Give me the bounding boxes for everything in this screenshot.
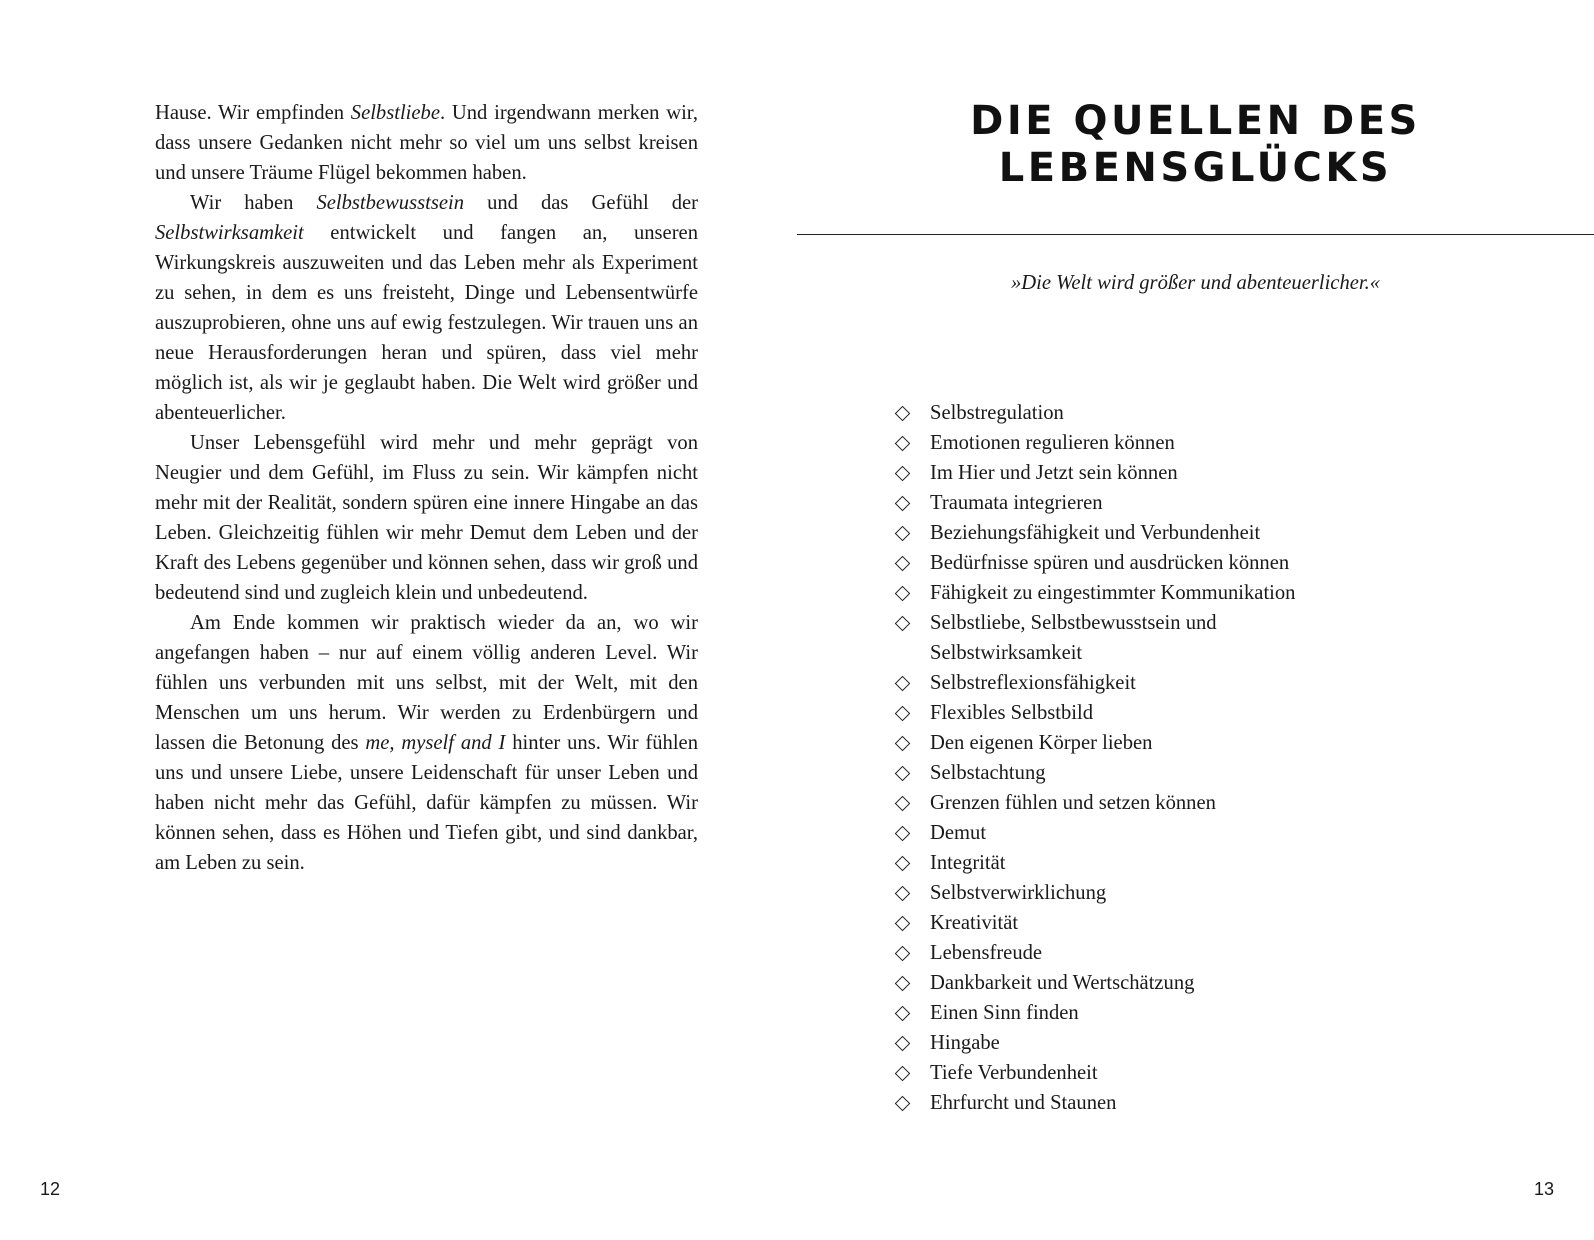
- list-item-label: Tiefe Verbundenheit: [930, 1062, 1098, 1084]
- text-run: entwickelt und fangen an, unseren Wirkungskreis auszuweiten und das Leben mehr als Experiment zu sehen, in dem es uns freisteht, Dinge und Lebensentwürfe auszuprobieren, ohne uns auf ewig festzulegen. Wir trauen uns an neue Herausforderungen heran und spüren, dass viel mehr möglich ist, als wir je geglaubt haben. Die Welt wird größer und abenteuerlicher.: [155, 222, 698, 424]
- list-item-label: Den eigenen Körper lieben: [930, 732, 1153, 754]
- diamond-outline-icon: [895, 706, 911, 722]
- list-item: [894, 1088, 1350, 1118]
- horizontal-rule: [797, 234, 1594, 235]
- list-item-label: Traumata integrieren: [930, 492, 1103, 514]
- text-run: . Und irgendwann merken wir, dass unsere Gedanken nicht mehr so viel um uns selbst kreisen und unsere Träume Flügel bekommen haben.: [155, 102, 698, 184]
- italic-phrase: Selbstliebe: [350, 102, 440, 124]
- list-item-label: Demut: [930, 822, 987, 844]
- text-run: hinter uns. Wir fühlen uns und unsere Liebe, unsere Leidenschaft für unser Leben und haben nicht mehr das Gefühl, dafür kämpfen zu müssen. Wir können sehen, dass es Höhen und Tiefen gibt, und sind dankbar, am Leben zu sein.: [155, 732, 698, 874]
- list-item: [894, 548, 1350, 578]
- list-item-label: Integrität: [930, 852, 1006, 874]
- list-item-label: Einen Sinn finden: [930, 1002, 1079, 1024]
- list-item: [894, 608, 1350, 668]
- paragraph: [155, 428, 698, 608]
- list-item: [894, 878, 1350, 908]
- list-item-label: Selbstreflexionsfähigkeit: [930, 672, 1136, 694]
- list-item-label: Beziehungsfähigkeit und Verbundenheit: [930, 522, 1261, 544]
- list-item-label: Ehrfurcht und Staunen: [930, 1092, 1117, 1114]
- list-item: [894, 998, 1350, 1028]
- diamond-outline-icon: [895, 946, 911, 962]
- list-item-label: Hingabe: [930, 1032, 1000, 1054]
- right-page: [797, 0, 1594, 1240]
- list-item-label: Emotionen regulieren können: [930, 432, 1175, 454]
- paragraph: [155, 608, 698, 878]
- list-item: [894, 818, 1350, 848]
- list-item: [894, 968, 1350, 998]
- diamond-outline-icon: [895, 1066, 911, 1082]
- list-item-label: Dankbarkeit und Wertschätzung: [930, 972, 1195, 994]
- diamond-outline-icon: [895, 556, 911, 572]
- chapter-title: [797, 98, 1594, 192]
- list-item-label: Im Hier und Jetzt sein können: [930, 462, 1178, 484]
- diamond-outline-icon: [895, 496, 911, 512]
- list-item: [894, 698, 1350, 728]
- diamond-outline-icon: [895, 1036, 911, 1052]
- text-run: und das Gefühl der: [464, 192, 698, 214]
- diamond-outline-icon: [895, 796, 911, 812]
- list-item: [894, 428, 1350, 458]
- diamond-outline-icon: [895, 976, 911, 992]
- list-item: [894, 788, 1350, 818]
- list-item-label: Kreativität: [930, 912, 1019, 934]
- diamond-outline-icon: [895, 526, 911, 542]
- list-item-label: Fähigkeit zu eingestimmter Kommunikation: [930, 582, 1296, 604]
- chapter-motto: »Die Welt wird größer und abenteuerlicher.«: [1010, 272, 1381, 294]
- list-item: [894, 458, 1350, 488]
- diamond-outline-icon: [895, 1096, 911, 1112]
- text-run: Hause. Wir empfinden: [155, 102, 351, 124]
- body-text: [155, 98, 698, 878]
- diamond-outline-icon: [895, 916, 911, 932]
- italic-phrase: me, myself and I: [365, 732, 506, 754]
- diamond-outline-icon: [895, 1006, 911, 1022]
- list-item: [894, 578, 1350, 608]
- list-item: [894, 938, 1350, 968]
- diamond-outline-icon: [895, 436, 911, 452]
- paragraph: [155, 188, 698, 428]
- list-item: [894, 728, 1350, 758]
- list-item-label: Selbstverwirklichung: [930, 882, 1107, 904]
- list-item-label: Lebensfreude: [930, 942, 1043, 964]
- list-item: [894, 488, 1350, 518]
- diamond-outline-icon: [895, 736, 911, 752]
- paragraph: [155, 98, 698, 188]
- list-item: [894, 398, 1350, 428]
- diamond-outline-icon: [895, 826, 911, 842]
- list-item: [894, 1058, 1350, 1088]
- list-item: [894, 848, 1350, 878]
- page-number-right: 13: [1533, 1179, 1554, 1199]
- italic-phrase: Selbstbewusstsein: [316, 192, 465, 214]
- list-item: [894, 1028, 1350, 1058]
- diamond-outline-icon: [895, 676, 911, 692]
- italic-phrase: Selbstwirksamkeit: [155, 222, 304, 244]
- list-item-label: Grenzen fühlen und setzen können: [930, 792, 1216, 814]
- diamond-outline-icon: [895, 766, 911, 782]
- sources-list: [894, 398, 1350, 1118]
- page-number-left: 12: [40, 1179, 61, 1199]
- diamond-outline-icon: [895, 856, 911, 872]
- diamond-outline-icon: [895, 886, 911, 902]
- list-item: [894, 908, 1350, 938]
- diamond-outline-icon: [895, 466, 911, 482]
- list-item: [894, 758, 1350, 788]
- list-item-label: Bedürfnisse spüren und ausdrücken können: [930, 552, 1290, 574]
- list-item-label: Selbstachtung: [930, 762, 1046, 784]
- text-run: Am Ende kommen wir praktisch wieder da an, wo wir angefangen haben – nur auf einem völlig anderen Level. Wir fühlen uns verbunden mit uns selbst, mit der Welt, mit den Menschen um uns herum. Wir werden zu Erdenbürgern und lassen die Betonung des: [155, 612, 698, 754]
- diamond-outline-icon: [895, 616, 911, 632]
- chapter-title-line-2: LEBENSGLÜCKS: [998, 145, 1393, 191]
- list-item-label: Selbstregulation: [930, 402, 1064, 424]
- text-run: Unser Lebensgefühl wird mehr und mehr geprägt von Neugier und dem Gefühl, im Fluss zu sein. Wir kämpfen nicht mehr mit der Realität, sondern spüren eine innere Hingabe an das Leben. Gleichzeitig fühlen wir mehr Demut dem Leben und der Kraft des Lebens gegenüber und können sehen, dass wir groß und bedeutend sind und zugleich klein und unbedeutend.: [155, 432, 698, 604]
- diamond-outline-icon: [895, 586, 911, 602]
- list-item: [894, 668, 1350, 698]
- list-item-label: Flexibles Selbstbild: [930, 702, 1094, 724]
- text-run: Wir haben: [190, 192, 317, 214]
- diamond-outline-icon: [895, 406, 911, 422]
- chapter-title-line-1: DIE QUELLEN DES: [970, 98, 1421, 144]
- list-item: [894, 518, 1350, 548]
- list-item-label: Selbstliebe, Selbstbewusstsein und Selbstwirksamkeit: [930, 612, 1217, 664]
